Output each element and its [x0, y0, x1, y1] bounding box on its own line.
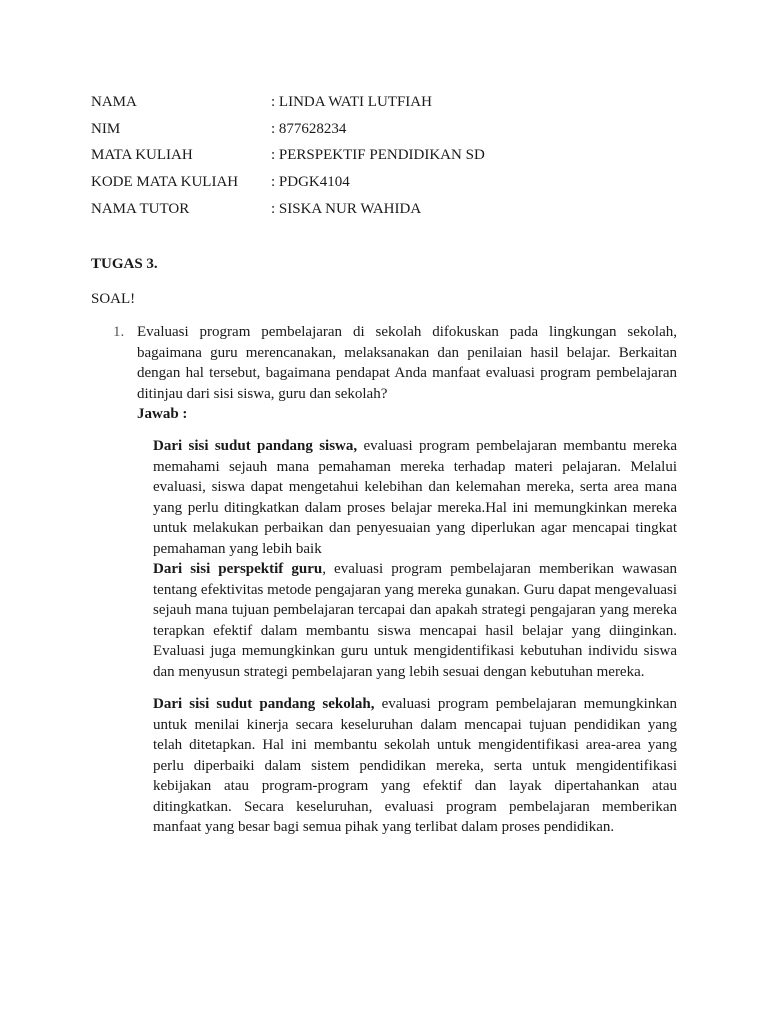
question-item — [91, 322, 677, 425]
identity-value: : LINDA WATI LUTFIAH — [271, 94, 432, 110]
question-number: 1. — [113, 324, 125, 340]
identity-label: NAMA — [91, 94, 137, 110]
answer-paragraph-sekolah — [153, 694, 677, 838]
identity-row-nama-tutor — [91, 199, 691, 226]
identity-row-nim — [91, 119, 691, 146]
answer-heading: Dari sisi sudut pandang siswa, — [153, 438, 358, 454]
answer-text: evaluasi program pembelajaran membantu mereka memahami sejauh mana pemahaman mereka terhadap materi pelajaran. Melalui evaluasi, siswa dapat mengetahui kelebihan dan kelemahan mereka, serta area mana yang perlu ditingkatkan dalam proses belajar mereka.Hal ini memungkinkan mereka untuk melakukan perbaikan dan penyesuaian yang diperlukan agar mencapai tingkat pemahaman yang lebih baik — [153, 438, 677, 557]
answer-paragraph-siswa — [153, 436, 677, 559]
question-label: SOAL! — [91, 291, 136, 307]
answer-paragraph-guru — [153, 559, 677, 682]
identity-label: NIM — [91, 120, 121, 137]
answer-block — [153, 436, 677, 838]
answer-text: evaluasi program pembelajaran memungkinkan untuk menilai kinerja secara keseluruhan dalam mencapai tujuan pendidikan yang telah ditetapkan. Hal ini membantu sekolah untuk mengidentifikasi area-area yang perlu diperbaiki dalam sistem pendidikan mereka, serta untuk mengidentifikasi kebijakan atau program-program yang efektif dan layak dipertahankan atau ditingkatkan. Secara keseluruhan, evaluasi program pembelajaran memberikan manfaat yang besar bagi semua pihak yang terlibat dalam proses pendidikan. — [153, 696, 677, 835]
assignment-title: TUGAS 3. — [91, 256, 158, 272]
paragraph-gap — [153, 682, 677, 694]
identity-value: : PDGK4104 — [271, 174, 350, 191]
question-text: Evaluasi program pembelajaran di sekolah difokuskan pada lingkungan sekolah, bagaimana guru merencanakan, melaksanakan dan penilaian hasil belajar. Berkaitan dengan hal tersebut, bagaimana pendapat Anda manfaat evaluasi program pembelajaran ditinjau dari sisi siswa, guru dan sekolah? — [137, 324, 677, 402]
identity-row-mata-kuliah — [91, 145, 691, 172]
identity-value: : SISKA NUR WAHIDA — [271, 200, 422, 217]
identity-value: : 877628234 — [271, 120, 347, 137]
answer-label: Jawab : — [137, 406, 188, 422]
answer-heading: Dari sisi sudut pandang sekolah, — [153, 696, 375, 712]
identity-label: NAMA TUTOR — [91, 200, 190, 217]
identity-label: KODE MATA KULIAH — [91, 174, 239, 191]
identity-label: MATA KULIAH — [91, 147, 193, 164]
identity-row-nama — [91, 92, 691, 119]
identity-row-kode-mata-kuliah — [91, 172, 691, 199]
identity-block — [91, 92, 691, 225]
answer-heading: Dari sisi perspektif guru — [153, 561, 323, 577]
answer-text: , evaluasi program pembelajaran memberikan wawasan tentang efektivitas metode pengajaran yang mereka gunakan. Guru dapat mengevaluasi sejauh mana tujuan pembelajaran tercapai dan apakah strategi pengajaran yang mereka terapkan efektif dalam membantu siswa mencapai hasil belajar yang diinginkan. Evaluasi juga memungkinkan guru untuk mengidentifikasi kebutuhan individu siswa dan menyusun strategi pembelajaran yang lebih sesuai dengan kebutuhan mereka. — [153, 561, 677, 680]
identity-value: : PERSPEKTIF PENDIDIKAN SD — [271, 147, 485, 164]
